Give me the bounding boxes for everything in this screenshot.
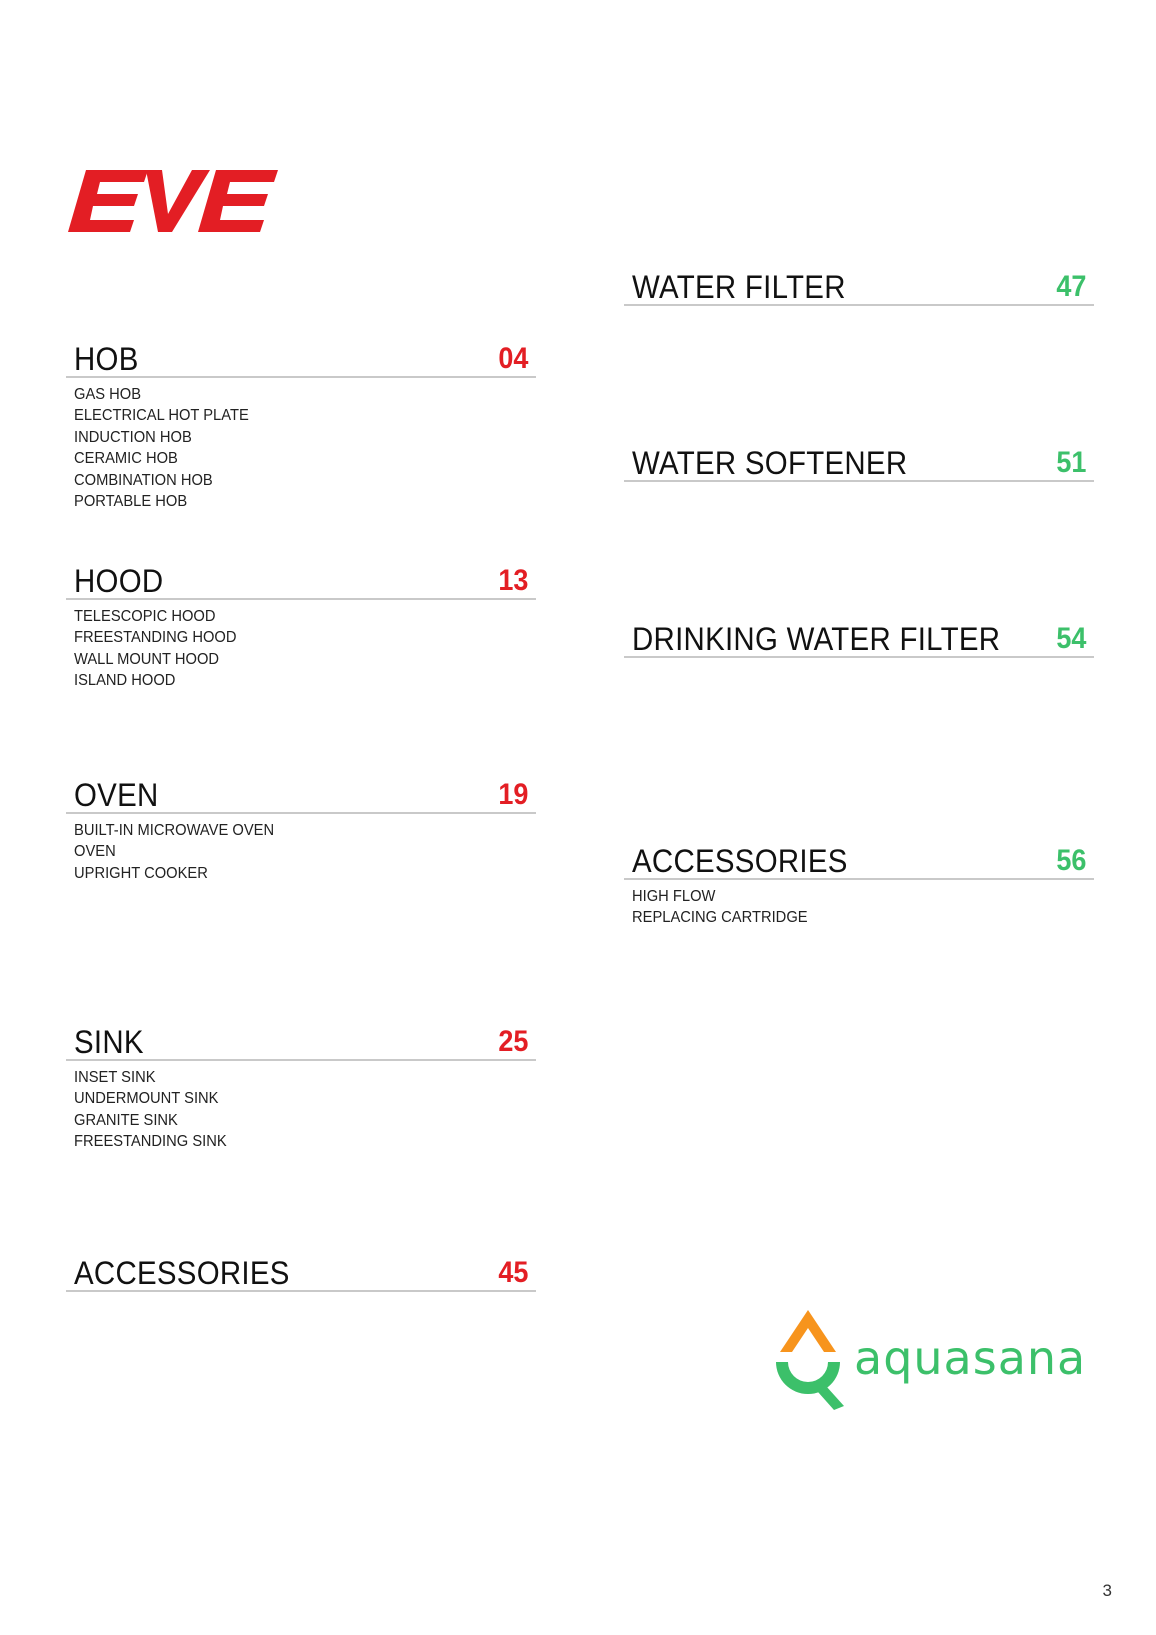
section-header — [624, 440, 1094, 482]
list-item[interactable]: OVEN — [74, 843, 116, 861]
list-item[interactable]: GAS HOB — [74, 386, 142, 403]
section-drinking-water-filter[interactable] — [624, 616, 1094, 658]
section-header — [624, 616, 1094, 658]
section-title: WATER FILTER — [632, 269, 846, 305]
section-page-number: 56 — [1055, 844, 1086, 877]
section-page-number: 13 — [497, 564, 528, 597]
section-item-list — [624, 886, 1094, 929]
section-title: HOB — [74, 341, 139, 377]
section-water-filter[interactable] — [624, 264, 1094, 306]
section-title: SINK — [74, 1024, 144, 1060]
section-page-number: 51 — [1055, 446, 1086, 479]
section-header — [624, 838, 1094, 880]
section-title: WATER SOFTENER — [632, 445, 908, 481]
section-hood[interactable] — [66, 558, 536, 692]
list-item[interactable]: REPLACING CARTRIDGE — [632, 909, 808, 927]
list-item[interactable]: COMBINATION HOB — [74, 471, 213, 489]
list-item[interactable]: GRANITE SINK — [74, 1111, 178, 1129]
list-item[interactable]: FREESTANDING SINK — [74, 1133, 227, 1151]
section-header — [66, 1019, 536, 1061]
section-header — [66, 558, 536, 600]
section-header — [624, 264, 1094, 306]
list-item[interactable]: UNDERMOUNT SINK — [74, 1090, 219, 1108]
section-accessories-aquasana[interactable] — [624, 838, 1094, 929]
list-item[interactable]: BUILT-IN MICROWAVE OVEN — [74, 822, 275, 839]
section-water-softener[interactable] — [624, 440, 1094, 482]
list-item[interactable]: PORTABLE HOB — [74, 493, 188, 511]
list-item[interactable]: UPRIGHT COOKER — [74, 864, 208, 882]
list-item[interactable]: CERAMIC HOB — [74, 450, 178, 468]
section-title: OVEN — [74, 777, 159, 813]
page-number: 3 — [1102, 1581, 1112, 1600]
section-page-number: 45 — [497, 1256, 528, 1289]
eve-logo — [68, 168, 298, 238]
water-drop-logo-icon — [776, 1310, 844, 1410]
section-header — [66, 1250, 536, 1292]
section-page-number: 25 — [497, 1025, 528, 1058]
aquasana-logo — [770, 1306, 1100, 1416]
section-item-list — [66, 606, 536, 692]
section-header — [66, 772, 536, 814]
section-page-number: 04 — [497, 342, 528, 375]
list-item[interactable]: ISLAND HOOD — [74, 672, 176, 690]
list-item[interactable]: WALL MOUNT HOOD — [74, 650, 220, 668]
list-item[interactable]: INDUCTION HOB — [74, 428, 192, 446]
list-item[interactable]: HIGH FLOW — [632, 888, 716, 905]
list-item[interactable]: TELESCOPIC HOOD — [74, 608, 216, 625]
section-item-list — [66, 384, 536, 512]
list-item[interactable]: INSET SINK — [74, 1069, 156, 1086]
section-sink[interactable] — [66, 1019, 536, 1153]
section-accessories-eve[interactable] — [66, 1250, 536, 1292]
section-item-list — [66, 820, 536, 884]
list-item[interactable]: FREESTANDING HOOD — [74, 629, 237, 647]
section-title: HOOD — [74, 563, 164, 599]
section-page-number: 47 — [1055, 270, 1086, 303]
aquasana-logo-text: aquasana — [854, 1331, 1087, 1385]
list-item[interactable]: ELECTRICAL HOT PLATE — [74, 407, 249, 425]
section-page-number: 19 — [497, 778, 528, 811]
section-header — [66, 336, 536, 378]
section-title: ACCESSORIES — [74, 1255, 290, 1291]
section-page-number: 54 — [1055, 622, 1086, 655]
section-title: ACCESSORIES — [632, 843, 848, 879]
section-hob[interactable] — [66, 336, 536, 512]
section-title: DRINKING WATER FILTER — [632, 621, 1001, 657]
section-oven[interactable] — [66, 772, 536, 884]
section-item-list — [66, 1067, 536, 1153]
